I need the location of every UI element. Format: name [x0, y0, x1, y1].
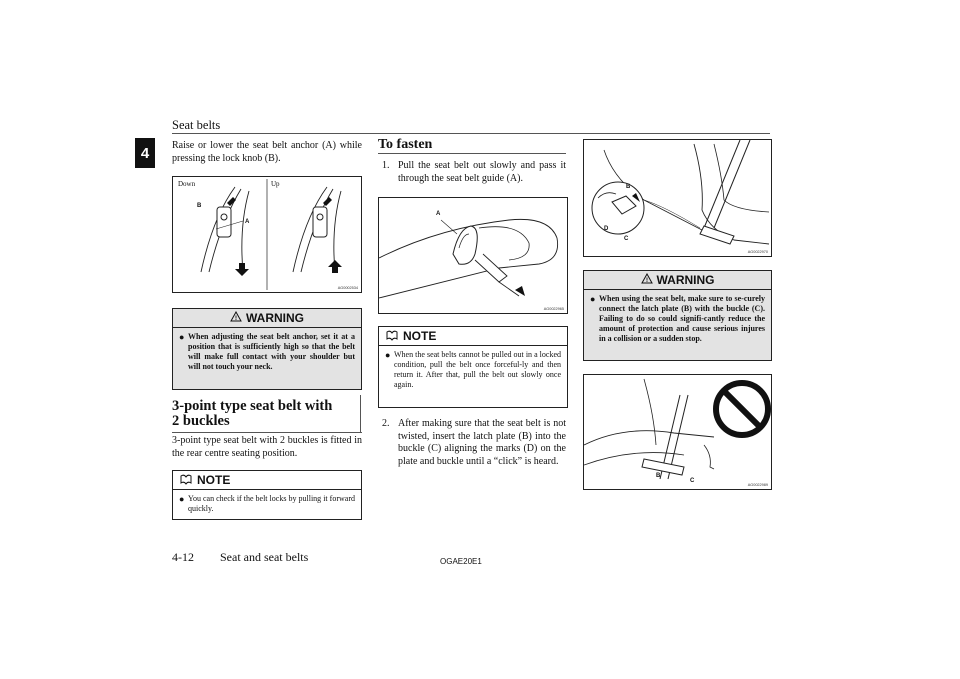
belt-guide-illustration — [379, 198, 567, 313]
prohibited-illustration — [584, 375, 771, 489]
section-text: 3-point type seat belt with 2 buckles is fitted in the rear centre seating position. — [172, 435, 362, 459]
chapter-title: Seat and seat belts — [220, 550, 309, 564]
warning-triangle-icon — [230, 311, 242, 325]
to-fasten-heading: To fasten — [378, 137, 433, 152]
down-label: Down — [178, 180, 196, 188]
label-b: B — [197, 203, 202, 209]
note-header — [173, 471, 361, 490]
figure-code: AG0022965 — [543, 307, 564, 311]
document-code: OGAE20E1 — [440, 557, 482, 566]
anchor-instructions: Raise or lower the seat belt anchor (A) while pressing the lock knob (B). — [172, 140, 362, 164]
step-1-number: 1. — [382, 160, 390, 171]
warning-title: WARNING — [246, 311, 304, 325]
warning-text: When using the seat belt, make sure to se-curely connect the latch plate (B) with the buckle (C). Failing to do so could signifi-cantly reduce the amount of protection and cause serious injures in a collision or a sudden stop. — [599, 294, 765, 343]
note-header — [379, 327, 567, 346]
figure-code: AG0022970 — [747, 250, 768, 254]
figure-code: AG0002534 — [337, 286, 358, 290]
note-text: When the seat belts cannot be pulled out in a locked condition, pull the belt once forceful-ly and then return it. After that, pull the belt out slowly once again. — [394, 350, 561, 389]
anchor-figure — [172, 176, 362, 293]
figure-code: AG0022989 — [747, 483, 768, 487]
chapter-tab: 4 — [135, 138, 155, 168]
label-a: A — [245, 219, 250, 225]
note-text: You can check if the belt locks by pulling it forward quickly. — [188, 494, 355, 513]
note-box-1 — [172, 470, 362, 520]
step-1-text: Pull the seat belt out slowly and pass it through the seat belt guide (A). — [398, 160, 566, 184]
latch-illustration — [584, 140, 771, 256]
page-number: 4-12 — [172, 550, 194, 564]
heading-rule — [378, 153, 566, 154]
bullet-icon: ● — [179, 494, 185, 504]
step-2-text: After making sure that the seat belt is not twisted, insert the latch plate (B) into the buckle (C) aligning the marks (D) on the plate and buckle until a “click” is heard. — [398, 418, 566, 467]
warning-title: WARNING — [656, 273, 715, 287]
section-rule-vertical — [360, 395, 361, 433]
anchor-illustration — [173, 177, 361, 292]
warning-bullet — [173, 328, 361, 376]
bullet-icon: ● — [179, 332, 185, 342]
label-a: A — [436, 211, 441, 217]
label-d: D — [604, 226, 609, 232]
note-icon — [385, 329, 399, 344]
svg-text:!: ! — [235, 316, 237, 322]
section-title: 3-point type seat belt with 2 buckles — [172, 398, 333, 429]
warning-header — [173, 309, 361, 328]
warning-box-anchor — [172, 308, 362, 390]
section-rule — [172, 432, 362, 433]
label-c: C — [624, 236, 629, 242]
header-rule — [172, 133, 770, 134]
note-icon — [179, 473, 193, 488]
warning-bullet — [584, 290, 771, 348]
step-1 — [382, 160, 566, 185]
belt-guide-figure — [378, 197, 568, 314]
warning-header — [584, 271, 771, 290]
bullet-icon: ● — [590, 294, 596, 304]
note-bullet — [379, 346, 567, 394]
bullet-icon: ● — [385, 350, 391, 360]
running-header: Seat belts — [172, 118, 221, 132]
label-c: C — [690, 478, 695, 484]
svg-text:!: ! — [645, 278, 648, 284]
warning-box-latch — [583, 270, 772, 361]
note-bullet — [173, 490, 361, 518]
prohibited-figure — [583, 374, 772, 490]
warning-text: When adjusting the seat belt anchor, set it at a position that is sufficiently high so that the belt will make full contact with your shoulder but will not touch your neck. — [188, 332, 355, 371]
label-b: B — [626, 184, 631, 190]
label-b: B — [656, 473, 661, 479]
step-2-number: 2. — [382, 418, 390, 429]
note-title: NOTE — [403, 329, 437, 343]
step-2 — [382, 418, 566, 468]
warning-triangle-icon — [641, 273, 653, 287]
note-box-2 — [378, 326, 568, 408]
up-label: Up — [271, 180, 280, 188]
note-title: NOTE — [197, 473, 231, 487]
latch-figure — [583, 139, 772, 257]
